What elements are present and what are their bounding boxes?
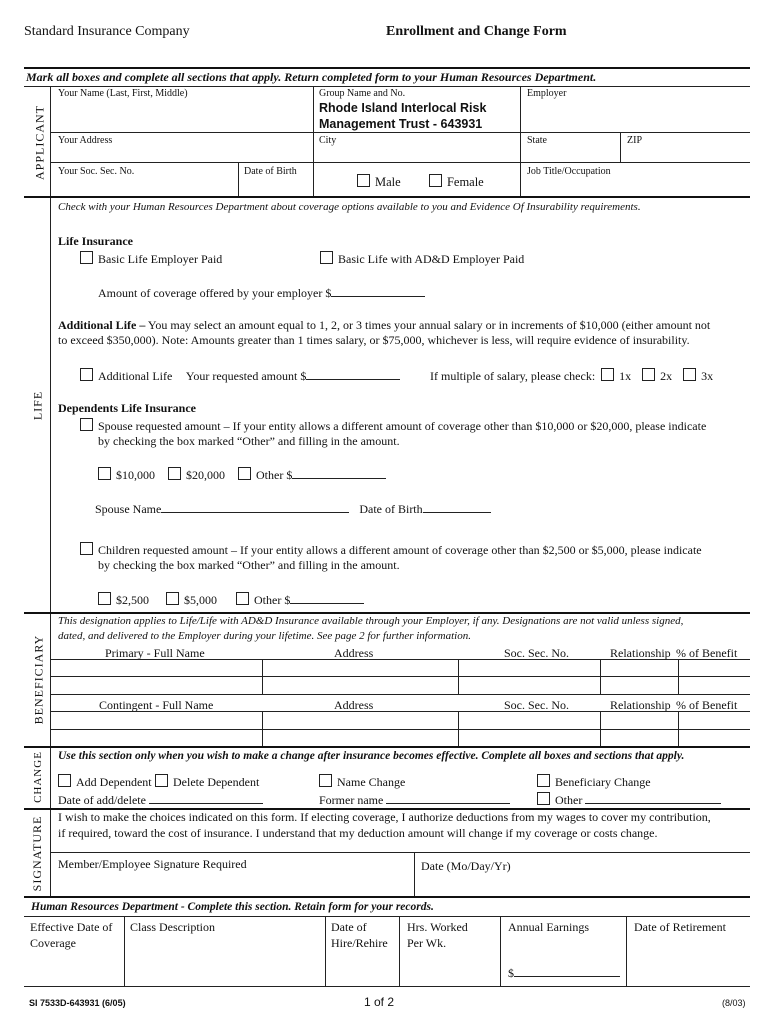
form-number: SI 7533D-643931 (6/05) [29, 998, 126, 1008]
date-hire-label1: Date of [331, 920, 367, 934]
contingent-name-header: Contingent - Full Name [99, 698, 214, 712]
spouse-dob-label: Date of Birth [359, 502, 423, 516]
mult-1x-checkbox[interactable] [601, 368, 614, 381]
additional-life-label: Additional Life [98, 369, 173, 383]
amount-offered-label: Amount of coverage offered by your employer $ [98, 286, 332, 300]
beneficiary-change-checkbox[interactable] [537, 774, 550, 787]
effective-date-label2: Coverage [30, 936, 76, 950]
date-add-delete-field[interactable] [149, 792, 263, 804]
primary-address-header: Address [334, 646, 374, 660]
beneficiary-section-label: BENEFICIARY [31, 634, 46, 725]
basic-life-label: Basic Life Employer Paid [98, 252, 223, 266]
change-intro: Use this section only when you wish to make a change after insurance becomes effective. Complete all boxes and sections that apply. [58, 750, 685, 762]
basic-life-checkbox[interactable] [80, 251, 93, 264]
group-label: Group Name and No. [319, 88, 406, 99]
child-other-checkbox[interactable] [236, 592, 249, 605]
applicant-section-label: APPLICANT [32, 105, 47, 181]
signature-label: Member/Employee Signature Required [58, 857, 247, 871]
hrs-worked-label2: Per Wk. [407, 936, 447, 950]
multiple-label: If multiple of salary, please check: [430, 369, 596, 383]
name-label: Your Name (Last, First, Middle) [58, 88, 188, 99]
spouse-checkbox[interactable] [80, 418, 93, 431]
annual-earnings-field[interactable] [514, 965, 620, 977]
child-other-label: Other $ [254, 593, 291, 607]
ssn-label: Your Soc. Sec. No. [58, 166, 135, 177]
annual-earnings-dollar: $ [508, 966, 514, 980]
other-change-label: Other [555, 793, 583, 807]
spouse-other-field[interactable] [292, 467, 386, 479]
page-number: 1 of 2 [364, 995, 395, 1009]
date-add-delete-label: Date of add/delete [58, 793, 146, 807]
company-name: Standard Insurance Company [24, 24, 190, 39]
additional-life-text2: to exceed $350,000). Note: Amounts greater than 1 times salary, or $75,000, whichever is less, will require evidence of insurability. [58, 333, 690, 347]
child-2500-checkbox[interactable] [98, 592, 111, 605]
annual-earnings-label: Annual Earnings [508, 920, 589, 934]
life-insurance-heading: Life Insurance [58, 234, 133, 248]
instructions: Mark all boxes and complete all sections that apply. Return completed form to your Human Resources Department. [26, 70, 597, 84]
children-text3: by checking the box marked “Other” and filling in the amount. [98, 558, 400, 572]
former-name-field[interactable] [386, 792, 510, 804]
contingent-ssn-header: Soc. Sec. No. [504, 698, 569, 712]
primary-percent-header: % of Benefit [676, 646, 738, 660]
contingent-relationship-header: Relationship [610, 698, 671, 712]
child-opt2-label: $5,000 [184, 593, 217, 607]
group-value-line2: Management Trust - 643931 [319, 117, 483, 131]
job-label: Job Title/Occupation [527, 166, 611, 177]
dob-label: Date of Birth [244, 166, 297, 177]
add-dependent-label: Add Dependent [76, 775, 152, 789]
other-change-checkbox[interactable] [537, 792, 550, 805]
spouse-other-label: Other $ [256, 468, 293, 482]
mult-2x-label: 2x [660, 369, 673, 383]
name-change-label: Name Change [337, 775, 406, 789]
add-dependent-checkbox[interactable] [58, 774, 71, 787]
spouse-10000-checkbox[interactable] [98, 467, 111, 480]
delete-dependent-label: Delete Dependent [173, 775, 260, 789]
spouse-text3: by checking the box marked “Other” and filling in the amount. [98, 434, 400, 448]
basic-life-add-label: Basic Life with AD&D Employer Paid [338, 252, 525, 266]
date-hire-label2: Hire/Rehire [331, 936, 388, 950]
address-label: Your Address [58, 135, 113, 146]
dependents-heading: Dependents Life Insurance [58, 401, 197, 415]
additional-life-heading: Additional Life – [58, 318, 146, 332]
mult-3x-label: 3x [701, 369, 714, 383]
change-section-label: CHANGE [32, 751, 44, 803]
spouse-name-field[interactable] [161, 501, 349, 513]
spouse-text1: Spouse requested amount – [98, 419, 230, 433]
female-label: Female [446, 175, 484, 189]
basic-life-add-checkbox[interactable] [320, 251, 333, 264]
female-checkbox[interactable] [429, 174, 442, 187]
mult-3x-checkbox[interactable] [683, 368, 696, 381]
zip-label: ZIP [627, 135, 642, 146]
beneficiary-change-label: Beneficiary Change [555, 775, 651, 789]
class-desc-label: Class Description [130, 920, 215, 934]
signature-section-label: SIGNATURE [30, 815, 44, 892]
children-text2: If your entity allows a different amount of coverage other than $2,500 or $5,000, please indicate [236, 543, 702, 557]
children-checkbox[interactable] [80, 542, 93, 555]
sidebar-divider [50, 86, 51, 896]
spouse-other-checkbox[interactable] [238, 467, 251, 480]
contingent-percent-header: % of Benefit [676, 698, 738, 712]
mult-1x-label: 1x [619, 369, 632, 383]
children-text1: Children requested amount – [98, 543, 237, 557]
male-checkbox[interactable] [357, 174, 370, 187]
primary-relationship-header: Relationship [610, 646, 671, 660]
additional-life-text1: You may select an amount equal to 1, 2, or 3 times your annual salary or in increments of $10,000 (either amount not [145, 318, 711, 332]
amount-offered-field[interactable] [331, 285, 425, 297]
group-value-line1: Rhode Island Interlocal Risk [319, 101, 487, 115]
signature-field[interactable] [56, 872, 408, 892]
effective-date-label1: Effective Date of [30, 920, 113, 934]
spouse-text2: If your entity allows a different amount of coverage other than $10,000 or $20,000, please indicate [229, 419, 707, 433]
signature-text1: I wish to make the choices indicated on this form. If electing coverage, I authorize deductions from my wages to cover my contribution, [58, 810, 711, 824]
child-5000-checkbox[interactable] [166, 592, 179, 605]
requested-amount-label: Your requested amount $ [185, 369, 307, 383]
signature-date-label: Date (Mo/Day/Yr) [421, 859, 511, 873]
form-title: Enrollment and Change Form [386, 24, 567, 39]
life-intro: Check with your Human Resources Department about coverage options available to you and Evidence Of Insurability requirements. [58, 201, 641, 213]
city-label: City [319, 135, 337, 146]
former-name-label: Former name [319, 793, 384, 807]
state-label: State [527, 135, 547, 146]
life-section-label: LIFE [30, 390, 45, 421]
hrs-worked-label1: Hrs. Worked [407, 920, 468, 934]
delete-dependent-checkbox[interactable] [155, 774, 168, 787]
requested-amount-field[interactable] [306, 368, 400, 380]
other-change-field[interactable] [585, 792, 721, 804]
beneficiary-intro1: This designation applies to Life/Life with AD&D Insurance available through your Employer, if any. Designations are not valid unless signed, [58, 615, 684, 627]
spouse-20000-checkbox[interactable] [168, 467, 181, 480]
mult-2x-checkbox[interactable] [642, 368, 655, 381]
signature-text2: if required, toward the cost of insurance. I understand that my deduction amount will change if my coverage or costs change. [58, 826, 658, 840]
revision-date: (8/03) [722, 998, 746, 1008]
employer-label: Employer [527, 88, 567, 99]
beneficiary-intro2: dated, and delivered to the Employer during your lifetime. See page 2 for further information. [58, 630, 471, 642]
contingent-address-header: Address [334, 698, 374, 712]
date-retirement-label: Date of Retirement [634, 920, 726, 934]
primary-name-header: Primary - Full Name [105, 646, 205, 660]
spouse-name-label: Spouse Name [95, 502, 162, 516]
hr-heading: Human Resources Department - Complete this section. Retain form for your records. [31, 901, 434, 913]
primary-ssn-header: Soc. Sec. No. [504, 646, 569, 660]
male-label: Male [375, 175, 401, 189]
spouse-dob-field[interactable] [423, 501, 491, 513]
spouse-opt1-label: $10,000 [116, 468, 155, 482]
child-other-field[interactable] [290, 592, 364, 604]
name-change-checkbox[interactable] [319, 774, 332, 787]
header-rule [24, 67, 750, 69]
spouse-opt2-label: $20,000 [186, 468, 225, 482]
child-opt1-label: $2,500 [116, 593, 149, 607]
additional-life-checkbox[interactable] [80, 368, 93, 381]
